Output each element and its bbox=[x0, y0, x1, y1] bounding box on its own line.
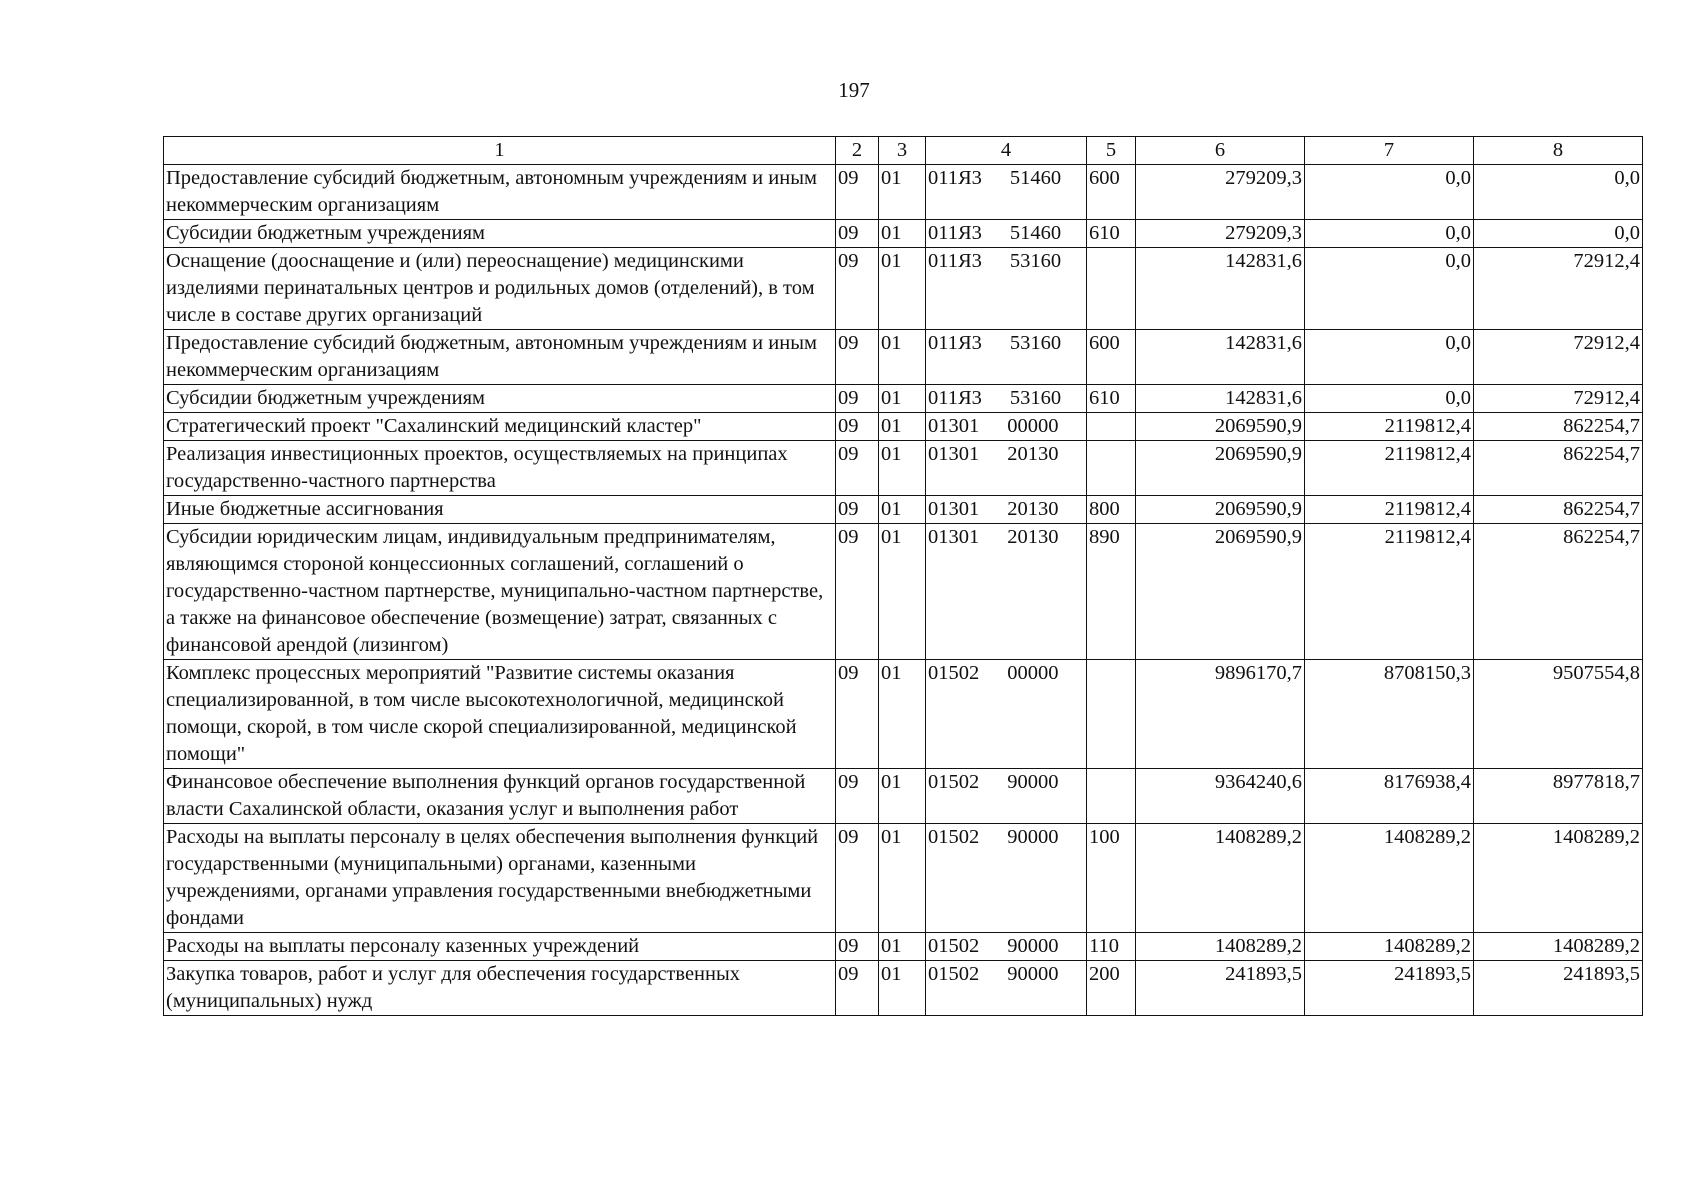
row-name: Субсидии бюджетным учреждениям bbox=[164, 385, 836, 413]
row-section: 09 bbox=[836, 330, 879, 385]
row-subsection: 01 bbox=[879, 660, 926, 769]
row-program-code bbox=[926, 330, 1087, 385]
row-expense-type: 800 bbox=[1087, 496, 1136, 524]
row-amount-6: 2069590,9 bbox=[1136, 496, 1305, 524]
row-subsection: 01 bbox=[879, 961, 926, 1016]
row-program-part-2: 20130 bbox=[1007, 498, 1059, 520]
row-program-part-1: 01502 bbox=[928, 935, 980, 957]
row-program-part-2: 51460 bbox=[1009, 222, 1062, 244]
table-row bbox=[164, 496, 1643, 524]
row-amount-6: 2069590,9 bbox=[1136, 413, 1305, 441]
row-program-part-1: 011Я3 bbox=[928, 332, 982, 354]
row-section: 09 bbox=[836, 220, 879, 248]
row-program-part-1: 01502 bbox=[928, 963, 980, 985]
row-program-code bbox=[926, 524, 1087, 660]
row-amount-7: 2119812,4 bbox=[1305, 441, 1474, 496]
row-amount-6: 9896170,7 bbox=[1136, 660, 1305, 769]
row-name: Расходы на выплаты персоналу казенных учреждений bbox=[164, 933, 836, 961]
row-section: 09 bbox=[836, 524, 879, 660]
row-name: Комплекс процессных мероприятий "Развитие системы оказания специализированной, в том числе высокотехнологичной, медицинской помощи, скорой, в том числе скорой специализированной, медицинской помощи" bbox=[164, 660, 836, 769]
row-program-part-1: 01301 bbox=[928, 526, 980, 548]
row-expense-type bbox=[1087, 769, 1136, 824]
budget-table bbox=[163, 136, 1643, 1016]
row-program-code bbox=[926, 496, 1087, 524]
row-amount-7: 0,0 bbox=[1305, 165, 1474, 220]
row-section: 09 bbox=[836, 660, 879, 769]
row-program-code bbox=[926, 385, 1087, 413]
row-amount-8: 241893,5 bbox=[1474, 961, 1643, 1016]
row-expense-type: 610 bbox=[1087, 220, 1136, 248]
row-name: Предоставление субсидий бюджетным, автономным учреждениям и иным некоммерческим организациям bbox=[164, 330, 836, 385]
row-amount-6: 1408289,2 bbox=[1136, 933, 1305, 961]
row-amount-6: 142831,6 bbox=[1136, 385, 1305, 413]
row-amount-8: 862254,7 bbox=[1474, 496, 1643, 524]
row-program-part-2: 53160 bbox=[1009, 387, 1062, 409]
row-section: 09 bbox=[836, 961, 879, 1016]
table-row bbox=[164, 660, 1643, 769]
header-col-3: 3 bbox=[879, 137, 926, 165]
row-section: 09 bbox=[836, 441, 879, 496]
row-amount-7: 241893,5 bbox=[1305, 961, 1474, 1016]
row-program-code bbox=[926, 413, 1087, 441]
table-row bbox=[164, 441, 1643, 496]
row-program-code bbox=[926, 961, 1087, 1016]
row-program-part-2: 90000 bbox=[1007, 826, 1059, 848]
row-program-part-1: 01301 bbox=[928, 498, 980, 520]
row-program-part-2: 90000 bbox=[1007, 935, 1059, 957]
row-amount-8: 72912,4 bbox=[1474, 330, 1643, 385]
header-col-5: 5 bbox=[1087, 137, 1136, 165]
row-subsection: 01 bbox=[879, 441, 926, 496]
row-section: 09 bbox=[836, 248, 879, 330]
row-expense-type bbox=[1087, 441, 1136, 496]
row-subsection: 01 bbox=[879, 385, 926, 413]
row-amount-7: 0,0 bbox=[1305, 330, 1474, 385]
row-program-code bbox=[926, 165, 1087, 220]
row-amount-8: 862254,7 bbox=[1474, 413, 1643, 441]
row-program-code bbox=[926, 660, 1087, 769]
table-row bbox=[164, 413, 1643, 441]
row-amount-8: 1408289,2 bbox=[1474, 824, 1643, 933]
header-row bbox=[164, 137, 1643, 165]
row-name: Предоставление субсидий бюджетным, автономным учреждениям и иным некоммерческим организациям bbox=[164, 165, 836, 220]
row-subsection: 01 bbox=[879, 165, 926, 220]
row-name: Оснащение (дооснащение и (или) переоснащение) медицинскими изделиями перинатальных центров и родильных домов (отделений), в том числе в составе других организаций bbox=[164, 248, 836, 330]
row-program-part-1: 01502 bbox=[928, 662, 980, 684]
row-amount-8: 1408289,2 bbox=[1474, 933, 1643, 961]
header-col-1: 1 bbox=[164, 137, 836, 165]
row-amount-7: 2119812,4 bbox=[1305, 413, 1474, 441]
row-name: Стратегический проект "Сахалинский медицинский кластер" bbox=[164, 413, 836, 441]
table-row bbox=[164, 330, 1643, 385]
table-row bbox=[164, 769, 1643, 824]
row-amount-6: 2069590,9 bbox=[1136, 441, 1305, 496]
header-col-8: 8 bbox=[1474, 137, 1643, 165]
row-amount-7: 0,0 bbox=[1305, 385, 1474, 413]
row-program-code bbox=[926, 441, 1087, 496]
row-amount-8: 862254,7 bbox=[1474, 441, 1643, 496]
row-program-part-2: 51460 bbox=[1009, 167, 1062, 189]
row-amount-8: 72912,4 bbox=[1474, 248, 1643, 330]
row-amount-8: 0,0 bbox=[1474, 220, 1643, 248]
row-program-code bbox=[926, 824, 1087, 933]
table-row bbox=[164, 933, 1643, 961]
row-expense-type: 100 bbox=[1087, 824, 1136, 933]
row-program-part-2: 53160 bbox=[1009, 332, 1062, 354]
table-row bbox=[164, 220, 1643, 248]
row-subsection: 01 bbox=[879, 248, 926, 330]
row-subsection: 01 bbox=[879, 524, 926, 660]
row-amount-6: 279209,3 bbox=[1136, 165, 1305, 220]
row-amount-8: 862254,7 bbox=[1474, 524, 1643, 660]
row-program-part-2: 00000 bbox=[1007, 415, 1059, 437]
row-expense-type: 200 bbox=[1087, 961, 1136, 1016]
row-amount-6: 2069590,9 bbox=[1136, 524, 1305, 660]
row-expense-type bbox=[1087, 660, 1136, 769]
row-program-code bbox=[926, 220, 1087, 248]
row-program-part-2: 53160 bbox=[1009, 250, 1062, 272]
row-subsection: 01 bbox=[879, 496, 926, 524]
row-program-code bbox=[926, 769, 1087, 824]
row-amount-7: 2119812,4 bbox=[1305, 524, 1474, 660]
header-col-6: 6 bbox=[1136, 137, 1305, 165]
row-section: 09 bbox=[836, 824, 879, 933]
row-expense-type: 600 bbox=[1087, 165, 1136, 220]
page-number: 197 bbox=[838, 78, 870, 102]
row-program-part-2: 00000 bbox=[1007, 662, 1059, 684]
row-amount-6: 142831,6 bbox=[1136, 248, 1305, 330]
row-section: 09 bbox=[836, 385, 879, 413]
row-program-part-2: 90000 bbox=[1007, 771, 1059, 793]
row-program-part-1: 011Я3 bbox=[928, 250, 982, 272]
row-name: Финансовое обеспечение выполнения функций органов государственной власти Сахалинской области, оказания услуг и выполнения работ bbox=[164, 769, 836, 824]
row-amount-7: 0,0 bbox=[1305, 248, 1474, 330]
row-name: Расходы на выплаты персоналу в целях обеспечения выполнения функций государственными (муниципальными) органами, казенными учреждениями, органами управления государственными внебюджетными фондами bbox=[164, 824, 836, 933]
header-col-4: 4 bbox=[926, 137, 1087, 165]
row-subsection: 01 bbox=[879, 220, 926, 248]
row-amount-7: 2119812,4 bbox=[1305, 496, 1474, 524]
row-section: 09 bbox=[836, 413, 879, 441]
row-program-part-1: 01502 bbox=[928, 826, 980, 848]
row-program-part-1: 011Я3 bbox=[928, 167, 982, 189]
row-amount-8: 0,0 bbox=[1474, 165, 1643, 220]
table-row bbox=[164, 385, 1643, 413]
row-subsection: 01 bbox=[879, 413, 926, 441]
row-program-part-1: 01301 bbox=[928, 415, 980, 437]
row-amount-6: 1408289,2 bbox=[1136, 824, 1305, 933]
row-amount-6: 9364240,6 bbox=[1136, 769, 1305, 824]
row-expense-type bbox=[1087, 413, 1136, 441]
row-subsection: 01 bbox=[879, 933, 926, 961]
row-section: 09 bbox=[836, 769, 879, 824]
row-program-part-1: 011Я3 bbox=[928, 222, 982, 244]
row-amount-8: 8977818,7 bbox=[1474, 769, 1643, 824]
row-amount-6: 279209,3 bbox=[1136, 220, 1305, 248]
row-expense-type: 600 bbox=[1087, 330, 1136, 385]
row-program-code bbox=[926, 933, 1087, 961]
row-amount-6: 241893,5 bbox=[1136, 961, 1305, 1016]
row-program-part-1: 01502 bbox=[928, 771, 980, 793]
row-expense-type: 890 bbox=[1087, 524, 1136, 660]
row-amount-7: 0,0 bbox=[1305, 220, 1474, 248]
row-amount-6: 142831,6 bbox=[1136, 330, 1305, 385]
row-section: 09 bbox=[836, 165, 879, 220]
row-expense-type bbox=[1087, 248, 1136, 330]
row-amount-7: 8708150,3 bbox=[1305, 660, 1474, 769]
row-subsection: 01 bbox=[879, 824, 926, 933]
row-subsection: 01 bbox=[879, 330, 926, 385]
row-name: Закупка товаров, работ и услуг для обеспечения государственных (муниципальных) нужд bbox=[164, 961, 836, 1016]
table-row bbox=[164, 165, 1643, 220]
row-name: Субсидии юридическим лицам, индивидуальным предпринимателям, являющимся стороной концессионных соглашений, соглашений о государственно-частном партнерстве, муниципально-частном партнерстве, а также на финансовое обеспечение (возмещение) затрат, связанных с финансовой арендой (лизингом) bbox=[164, 524, 836, 660]
table-row bbox=[164, 824, 1643, 933]
row-expense-type: 110 bbox=[1087, 933, 1136, 961]
row-amount-8: 9507554,8 bbox=[1474, 660, 1643, 769]
row-program-code bbox=[926, 248, 1087, 330]
header-col-2: 2 bbox=[836, 137, 879, 165]
row-program-part-1: 011Я3 bbox=[928, 387, 982, 409]
row-amount-7: 8176938,4 bbox=[1305, 769, 1474, 824]
row-section: 09 bbox=[836, 496, 879, 524]
row-name: Реализация инвестиционных проектов, осуществляемых на принципах государственно-частного партнерства bbox=[164, 441, 836, 496]
row-name: Иные бюджетные ассигнования bbox=[164, 496, 836, 524]
header-col-7: 7 bbox=[1305, 137, 1474, 165]
row-name: Субсидии бюджетным учреждениям bbox=[164, 220, 836, 248]
table-row bbox=[164, 248, 1643, 330]
row-amount-7: 1408289,2 bbox=[1305, 824, 1474, 933]
table-body bbox=[164, 165, 1643, 1016]
row-program-part-2: 20130 bbox=[1007, 526, 1059, 548]
row-subsection: 01 bbox=[879, 769, 926, 824]
table-row bbox=[164, 961, 1643, 1016]
row-program-part-1: 01301 bbox=[928, 443, 980, 465]
row-amount-7: 1408289,2 bbox=[1305, 933, 1474, 961]
row-amount-8: 72912,4 bbox=[1474, 385, 1643, 413]
row-program-part-2: 90000 bbox=[1007, 963, 1059, 985]
row-section: 09 bbox=[836, 933, 879, 961]
table-row bbox=[164, 524, 1643, 660]
row-expense-type: 610 bbox=[1087, 385, 1136, 413]
row-program-part-2: 20130 bbox=[1007, 443, 1059, 465]
